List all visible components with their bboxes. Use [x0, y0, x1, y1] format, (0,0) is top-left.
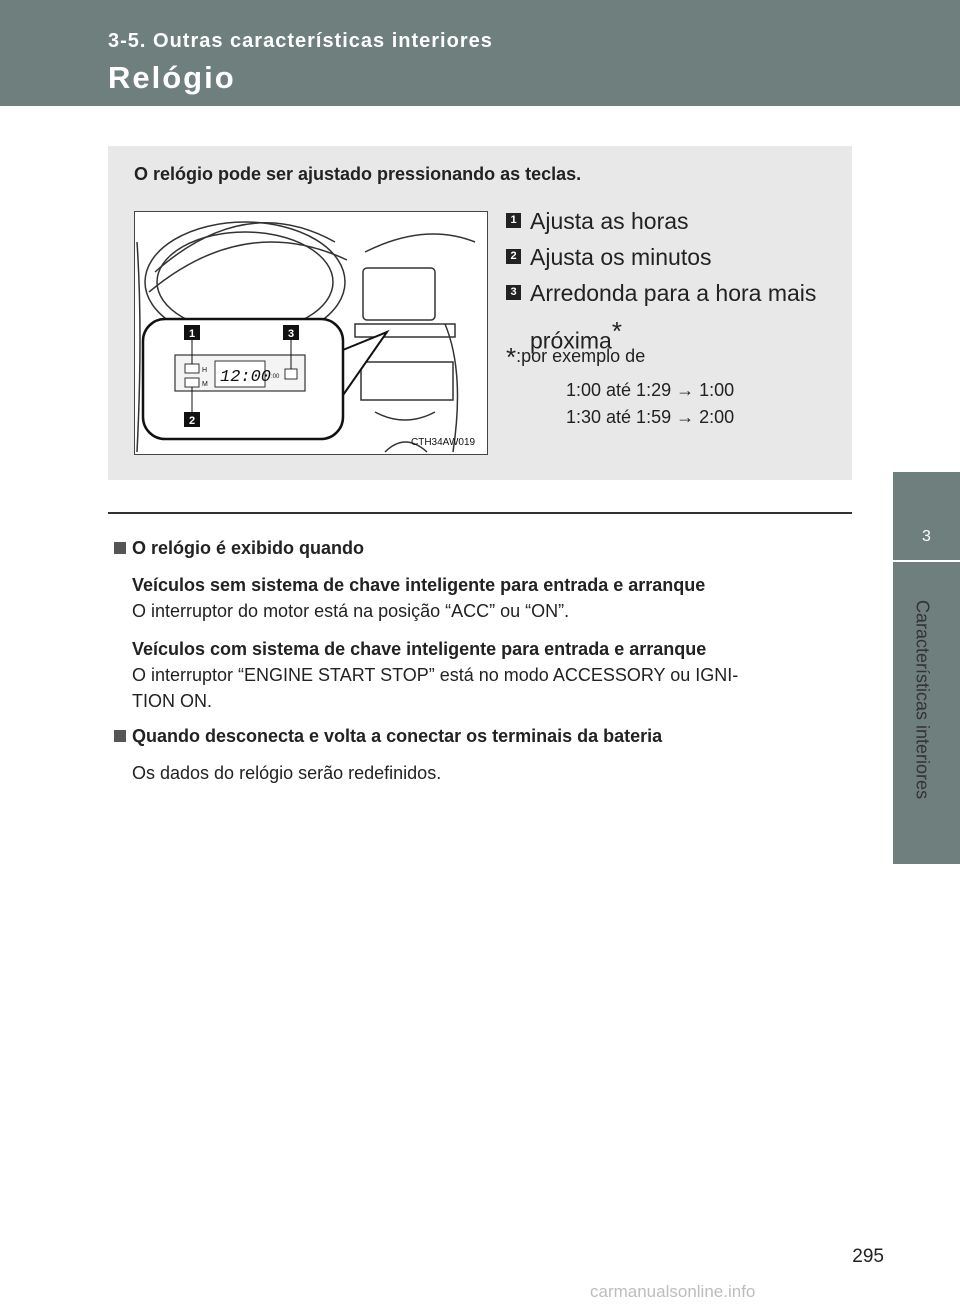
- legend: [506, 208, 846, 352]
- legend-text-3: Arredonda para a hora mais: [530, 280, 817, 306]
- hour-button-label: H: [202, 367, 208, 374]
- content: [114, 538, 854, 786]
- badge-1: 1: [506, 213, 521, 228]
- watermark: carmanualsonline.info: [590, 1282, 756, 1301]
- asterisk-marker: *: [611, 316, 622, 346]
- condition-no-smart-key-text: O interruptor do motor está na posição “ACC” ou “ON”.: [132, 601, 570, 621]
- callout-3: 3: [287, 328, 295, 340]
- battery-text: Os dados do relógio serão redefinidos.: [132, 763, 442, 783]
- subheading-battery-text: Quando desconecta e volta a conectar os terminais da bateria: [132, 726, 663, 746]
- condition-no-smart-key: Veículos sem sistema de chave inteligente para entrada e arranque: [132, 575, 706, 595]
- section-title: 3-5. Outras características interiores: [108, 30, 493, 52]
- bullet-square-icon: [114, 542, 126, 554]
- legend-item-1: [506, 208, 846, 244]
- info-intro: O relógio pode ser ajustado pressionando as teclas.: [134, 164, 582, 184]
- badge-3: 3: [506, 285, 521, 300]
- bullet-square-icon: [114, 730, 126, 742]
- clock-display: 12:00: [220, 368, 272, 387]
- legend-text-1: Ajusta as horas: [530, 208, 689, 234]
- example-1: 1:00 até 1:29 → 1:00: [566, 380, 735, 400]
- minute-button-label: M: [202, 381, 208, 388]
- legend-text-2: Ajusta os minutos: [530, 244, 712, 270]
- illustration-code: CTH34AW019: [411, 437, 476, 448]
- chapter-number: 3: [922, 528, 931, 545]
- footnote-text: :por exemplo de: [516, 346, 646, 366]
- footnote-star: *: [506, 342, 517, 372]
- clock-illustration: [134, 211, 488, 455]
- subheading-display: [114, 538, 854, 559]
- callout-2: 2: [188, 415, 196, 427]
- example-2: 1:30 até 1:59 → 2:00: [566, 407, 735, 427]
- condition-smart-key-text: O interruptor “ENGINE START STOP” está no modo ACCESSORY ou IGNI-: [132, 665, 739, 685]
- round-button-label: :00: [271, 374, 280, 380]
- badge-2: 2: [506, 249, 521, 264]
- page-number: 295: [852, 1246, 884, 1267]
- enlarged-panel: [143, 319, 387, 439]
- legend-text-3-cont: próxima: [530, 327, 612, 354]
- chapter-divider: [893, 560, 960, 562]
- subheading-display-text: O relógio é exibido quando: [132, 538, 365, 558]
- subheading-battery: [114, 726, 854, 747]
- info-box: [108, 146, 852, 480]
- page-header: [0, 0, 960, 106]
- section-rule: [108, 512, 852, 514]
- footnote: [506, 342, 735, 431]
- legend-item-2: [506, 244, 846, 280]
- dashboard-drawing: [135, 212, 487, 454]
- condition-smart-key: Veículos com sistema de chave inteligente para entrada e arranque: [132, 639, 707, 659]
- condition-smart-key-text-cont: TION ON.: [132, 691, 212, 711]
- callout-1: 1: [188, 328, 196, 340]
- chapter-label: Características interiores: [912, 600, 933, 800]
- legend-item-3: [506, 280, 846, 316]
- page-title: Relógio: [108, 60, 236, 95]
